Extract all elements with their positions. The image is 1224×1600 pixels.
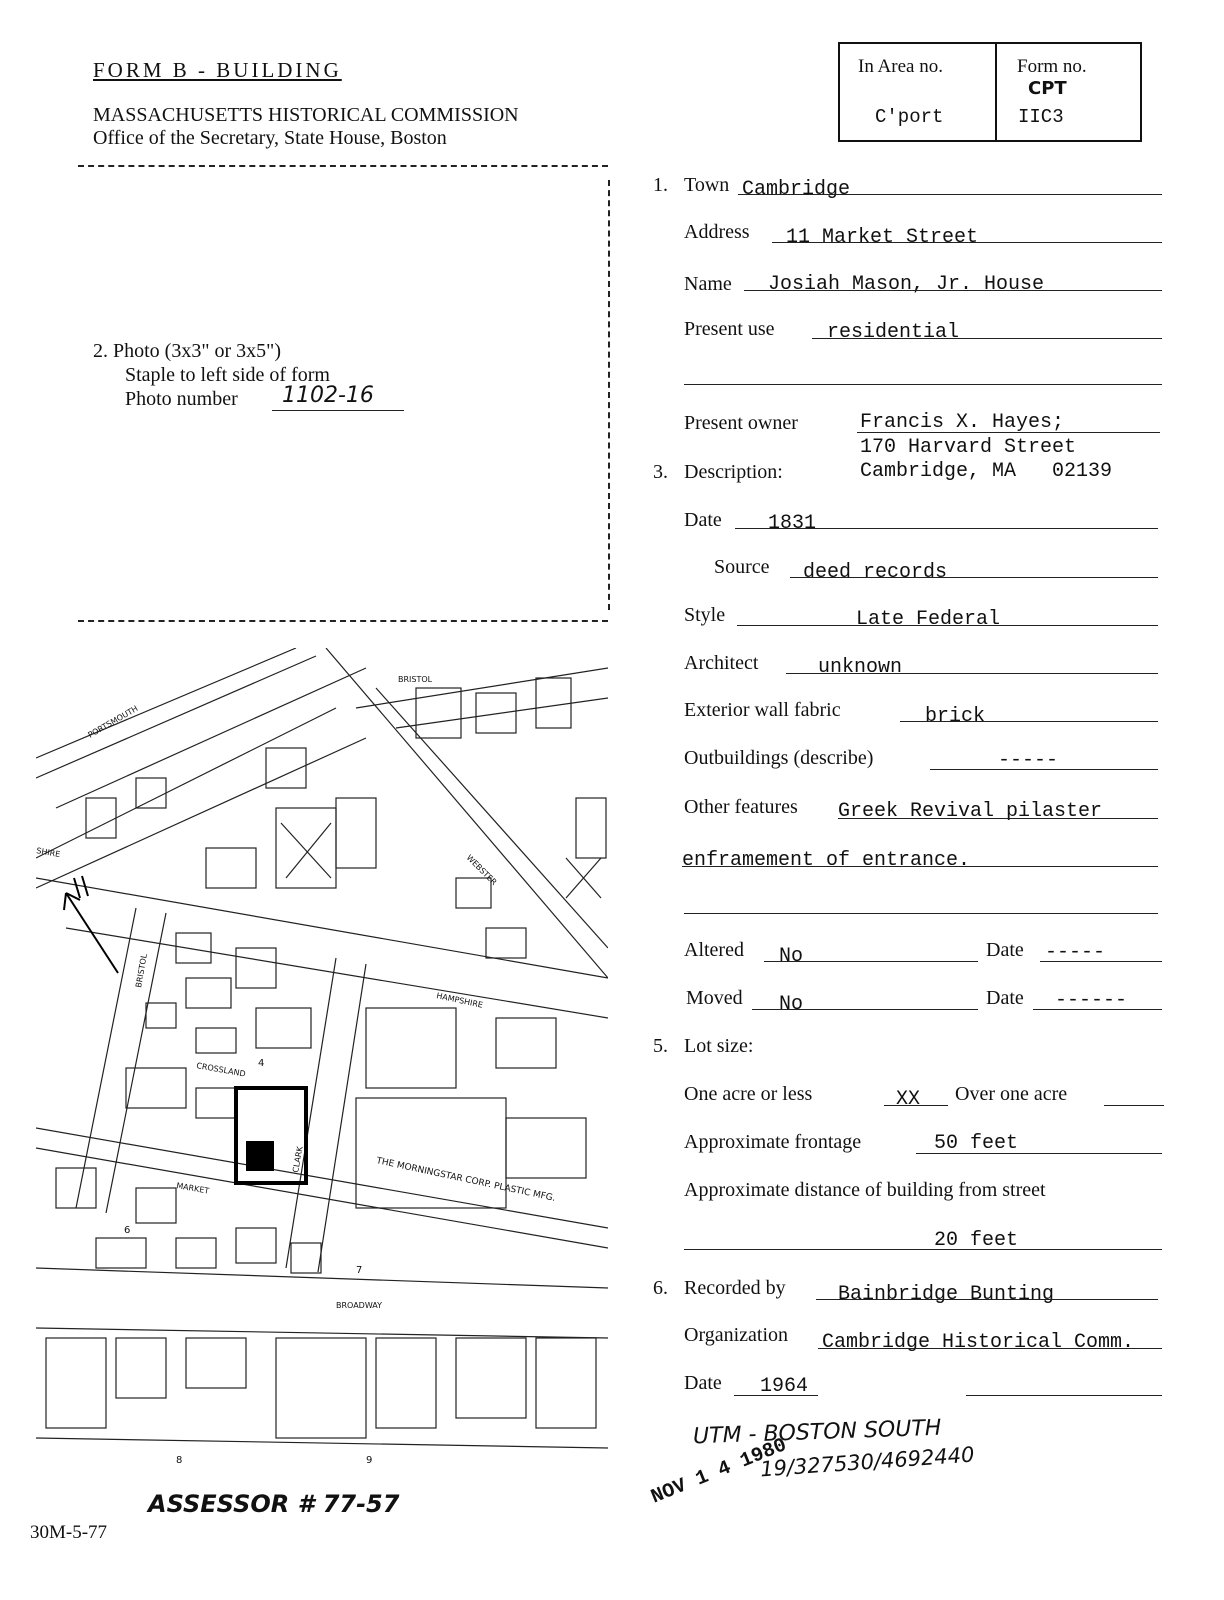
date-built-label: Date	[684, 509, 722, 531]
form-code: 30M-5-77	[30, 1522, 108, 1543]
over-acre-label: Over one acre	[955, 1083, 1068, 1105]
address-label: Address	[684, 221, 750, 243]
photo-instruction: 2. Photo (3x3" or 3x5")	[93, 340, 281, 362]
section-1-number: 1.	[653, 174, 668, 196]
map-label-portsmouth: PORTSMOUTH	[86, 703, 140, 740]
owner-label: Present owner	[684, 412, 798, 434]
other-features-value-2: enframement of entrance.	[682, 849, 971, 872]
recorded-date-value: 1964	[760, 1375, 809, 1398]
town-value: Cambridge	[742, 178, 851, 201]
photo-area-top-border	[78, 165, 608, 167]
form-no-handwritten: CPT	[1028, 78, 1067, 99]
distance-line	[684, 1249, 1162, 1250]
map-block-6: 6	[124, 1225, 131, 1236]
frontage-value: 50 feet	[934, 1132, 1019, 1155]
other-features-line-2	[682, 866, 1158, 867]
distance-value: 20 feet	[934, 1229, 1019, 1252]
map-block-8: 8	[176, 1455, 183, 1466]
map-block-9: 9	[366, 1455, 373, 1466]
photo-staple-note: Staple to left side of form	[125, 364, 330, 386]
form-no-label: Form no.	[1017, 56, 1087, 77]
source-value: deed records	[803, 561, 948, 584]
address-line	[772, 242, 1162, 243]
recorded-date-line	[734, 1395, 818, 1396]
map-block-4: 4	[258, 1058, 265, 1069]
commission-name: MASSACHUSETTS HISTORICAL COMMISSION	[93, 104, 519, 126]
moved-value: No	[779, 993, 804, 1016]
style-line	[737, 625, 1158, 626]
moved-date-value: ------	[1055, 989, 1128, 1012]
one-acre-label: One acre or less	[684, 1083, 813, 1105]
recorded-date-label: Date	[684, 1372, 722, 1394]
map-label-company: THE MORNINGSTAR CORP. PLASTIC MFG.	[375, 1156, 557, 1204]
box-divider	[995, 44, 997, 140]
lot-size-label: Lot size:	[684, 1035, 754, 1057]
map-label-hampshire: HAMPSHIRE	[435, 991, 484, 1010]
over-acre-line	[1104, 1105, 1164, 1106]
recorded-date-line-2	[966, 1395, 1162, 1396]
other-features-line-3	[684, 913, 1158, 914]
section-6-number: 6.	[653, 1277, 668, 1299]
architect-line	[786, 673, 1158, 674]
name-line	[744, 290, 1162, 291]
map-label-bristol: BRISTOL	[398, 675, 433, 684]
source-label: Source	[714, 556, 770, 578]
architect-label: Architect	[684, 652, 759, 674]
outbuildings-line	[930, 769, 1158, 770]
altered-date-label: Date	[986, 939, 1024, 961]
source-line	[790, 577, 1158, 578]
one-acre-line	[884, 1105, 948, 1106]
name-label: Name	[684, 273, 732, 295]
map-block-7: 7	[356, 1265, 363, 1276]
moved-date-label: Date	[986, 987, 1024, 1009]
altered-line	[764, 961, 978, 962]
map-label-clark: CLARK	[291, 1145, 305, 1174]
other-features-label: Other features	[684, 796, 798, 818]
section-3-number: 3.	[653, 461, 668, 483]
town-line	[738, 194, 1162, 195]
present-use-value: residential	[827, 321, 960, 344]
frontage-label: Approximate frontage	[684, 1131, 862, 1153]
utm-coordinates: 19/327530/4692440	[759, 1442, 976, 1482]
map-label-bristol-2: BRISTOL	[134, 953, 149, 989]
distance-label: Approximate distance of building from street	[684, 1179, 1046, 1201]
utm-note: UTM - BOSTON SOUTH	[692, 1415, 942, 1450]
recorded-by-value: Bainbridge Bunting	[838, 1283, 1055, 1306]
assessor-map	[36, 648, 608, 1484]
map-label-broadway: BROADWAY	[336, 1301, 383, 1310]
area-value: C'port	[875, 106, 944, 128]
recorded-by-line	[816, 1299, 1158, 1300]
map-label-webster: WEBSTER	[464, 853, 499, 887]
moved-label: Moved	[686, 987, 743, 1009]
form-no-value: IIC3	[1018, 106, 1064, 128]
area-label: In Area no.	[858, 56, 943, 77]
description-label: Description:	[684, 461, 783, 483]
owner-name: Francis X. Hayes;	[860, 411, 1065, 434]
map-label-shire: SHIRE	[36, 846, 61, 860]
other-features-line-1	[838, 818, 1158, 819]
town-label: Town	[684, 174, 730, 196]
altered-date-value: -----	[1045, 941, 1106, 964]
architect-value: unknown	[818, 656, 903, 679]
altered-label: Altered	[684, 939, 744, 961]
recorded-by-label: Recorded by	[684, 1277, 786, 1299]
photo-number-label: Photo number	[125, 388, 238, 410]
photo-area-right-border	[608, 180, 610, 610]
moved-date-line	[1033, 1009, 1162, 1010]
date-built-value: 1831	[768, 512, 817, 535]
name-value: Josiah Mason, Jr. House	[768, 273, 1045, 296]
altered-date-line	[1040, 961, 1162, 962]
frontage-line	[916, 1153, 1162, 1154]
present-use-line	[812, 338, 1162, 339]
moved-line	[752, 1009, 978, 1010]
altered-value: No	[779, 945, 804, 968]
owner-street: 170 Harvard Street	[860, 436, 1077, 459]
organization-value: Cambridge Historical Comm.	[822, 1331, 1135, 1354]
present-use-line-2	[684, 384, 1162, 385]
received-date-stamp: NOV 1 4 1980	[648, 1434, 791, 1510]
other-features-value-1: Greek Revival pilaster	[838, 800, 1103, 823]
outbuildings-value: -----	[998, 749, 1059, 772]
wall-fabric-value: brick	[925, 705, 986, 728]
style-label: Style	[684, 604, 726, 626]
assessor-number: ASSESSOR # 77-57	[148, 1490, 400, 1518]
map-label-crossland: CROSSLAND	[195, 1061, 247, 1079]
date-built-line	[735, 528, 1158, 529]
photo-number-value: 1102-16	[282, 383, 374, 408]
photo-number-line	[272, 410, 404, 411]
one-acre-value: XX	[896, 1088, 921, 1111]
outbuildings-label: Outbuildings (describe)	[684, 747, 874, 769]
form-title: FORM B - BUILDING	[93, 58, 342, 82]
wall-fabric-label: Exterior wall fabric	[684, 699, 841, 721]
owner-line	[857, 432, 1160, 433]
photo-area-bottom-border	[78, 620, 608, 622]
wall-fabric-line	[900, 721, 1158, 722]
address-value: 11 Market Street	[786, 226, 979, 249]
organization-line	[818, 1348, 1162, 1349]
present-use-label: Present use	[684, 318, 775, 340]
style-value: Late Federal	[856, 608, 1001, 631]
office-line: Office of the Secretary, State House, Boston	[93, 127, 447, 149]
section-5-number: 5.	[653, 1035, 668, 1057]
owner-city: Cambridge, MA 02139	[860, 460, 1113, 483]
organization-label: Organization	[684, 1324, 789, 1346]
map-label-market: MARKET	[175, 1181, 210, 1196]
